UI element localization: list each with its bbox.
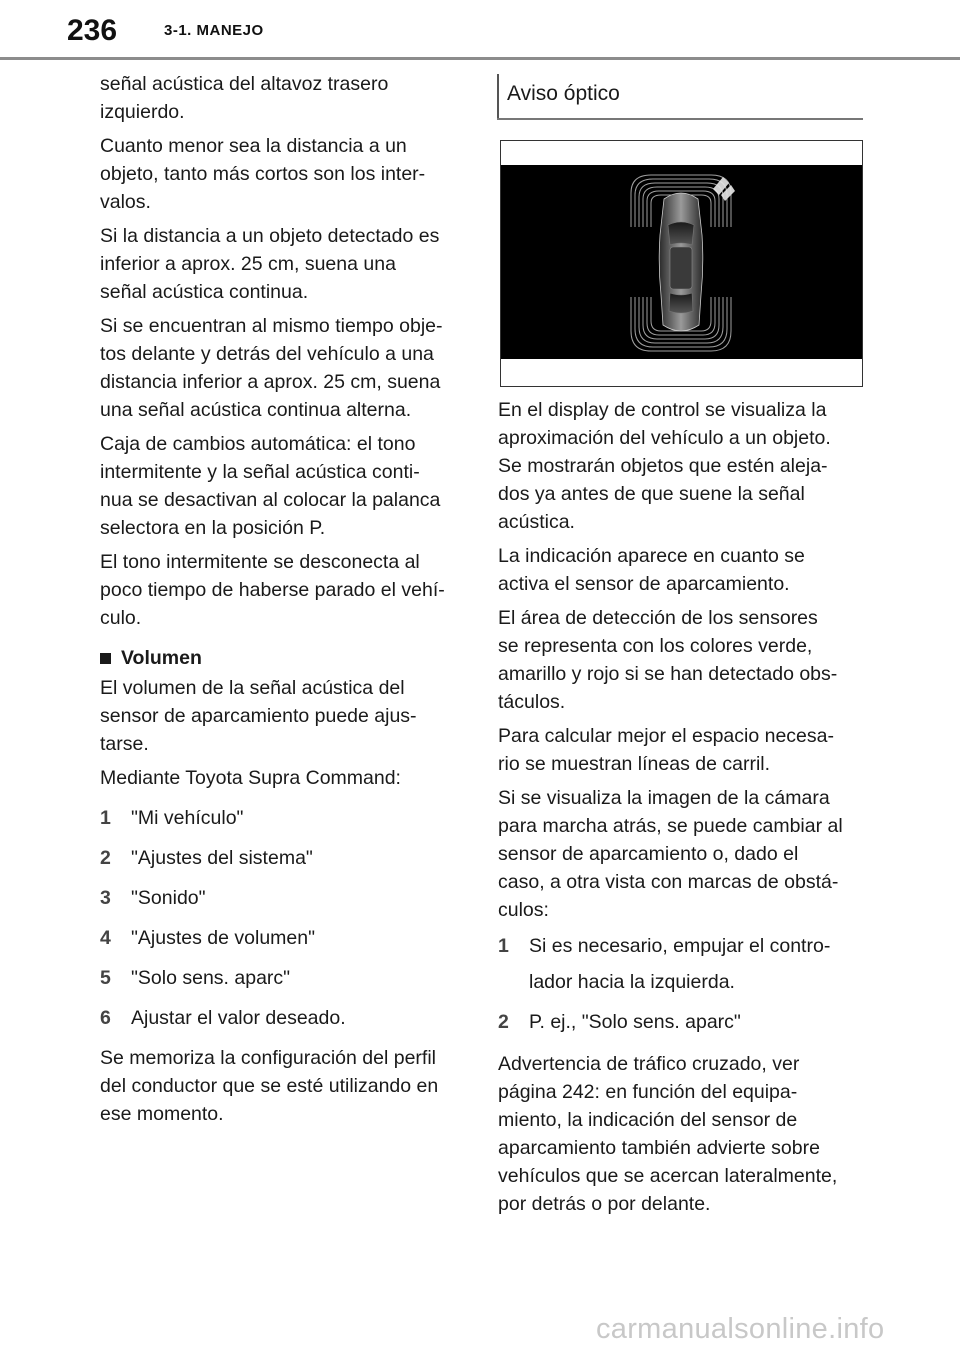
right-column: [498, 396, 863, 1224]
step-item: [100, 924, 465, 952]
step-number: 5: [100, 967, 111, 989]
paragraph: Advertencia de tráfico cruzado, ver página 242: en función del equipa- miento, la indicación del sensor de aparcamiento también advierte sobre vehículos que se acercan lateralmente, por detrás o por delante.: [498, 1053, 838, 1215]
paragraph: El tono intermitente se desconecta al poco tiempo de haberse parado el vehí- culo.: [100, 551, 445, 629]
box-title: Aviso óptico: [507, 82, 620, 105]
step-text: "Ajustes de volumen": [131, 927, 316, 949]
car-top-view: [659, 193, 703, 331]
square-bullet-icon: [100, 653, 111, 664]
parking-sensor-display: [501, 165, 862, 359]
step-number: 4: [100, 927, 111, 949]
watermark: carmanualsonline.info: [596, 1313, 885, 1345]
paragraph: Si la distancia a un objeto detectado es inferior a aprox. 25 cm, suena una señal acústica continua.: [100, 225, 440, 303]
step-text: "Mi vehículo": [131, 807, 244, 829]
page-header: [0, 0, 960, 60]
paragraph: Se memoriza la configuración del perfil del conductor que se esté utilizando en ese momento.: [100, 1047, 439, 1125]
paragraph: Cuanto menor sea la distancia a un objeto, tanto más cortos son los inter- valos.: [100, 135, 426, 213]
step-number: 2: [498, 1011, 509, 1033]
step-text: "Ajustes del sistema": [131, 847, 313, 869]
header-rule: [0, 57, 960, 60]
paragraph: El área de detección de los sensores se representa con los colores verde, amarillo y rojo si se han detectado obs- táculos.: [498, 607, 838, 713]
step-number: 1: [498, 935, 509, 957]
step-text: P. ej., "Solo sens. aparc": [529, 1011, 741, 1033]
step-item: [100, 844, 465, 872]
step-number: 6: [100, 1007, 111, 1029]
paragraph: La indicación aparece en cuanto se activa el sensor de aparcamiento.: [498, 545, 805, 595]
subheading-label: Volumen: [121, 647, 202, 669]
step-item: [100, 1004, 465, 1032]
paragraph: En el display de control se visualiza la aproximación del vehículo a un objeto. Se mostrarán objetos que estén aleja- dos ya antes de que suene la señal acústica.: [498, 399, 831, 533]
paragraph: Caja de cambios automática: el tono intermitente y la señal acústica conti- nua se desactivan al colocar la palanca selectora en la posición P.: [100, 433, 441, 539]
section-box: [497, 74, 863, 120]
section-title: 3-1. MANEJO: [164, 22, 264, 39]
step-number: 2: [100, 847, 111, 869]
paragraph: Mediante Toyota Supra Command:: [100, 767, 401, 789]
step-number: 3: [100, 887, 111, 909]
step-text: Si es necesario, empujar el contro- lador hacia la izquierda.: [529, 935, 831, 993]
left-column: [100, 70, 465, 1134]
page-number: 236: [67, 14, 118, 47]
paragraph: señal acústica del altavoz trasero izquierdo.: [100, 73, 389, 123]
step-text: "Solo sens. aparc": [131, 967, 291, 989]
box-bottom-rule: [497, 118, 863, 120]
paragraph: Si se encuentran al mismo tiempo obje- tos delante y detrás del vehículo a una distancia inferior a aprox. 25 cm, suena una señal acústica continua alterna.: [100, 315, 443, 421]
step-item: [100, 964, 465, 992]
step-text: Ajustar el valor deseado.: [131, 1007, 346, 1029]
paragraph: Para calcular mejor el espacio necesa- rio se muestran líneas de carril.: [498, 725, 834, 775]
step-item: [100, 884, 465, 912]
parking-sensor-figure: [500, 140, 863, 387]
subheading-volumen: [100, 644, 465, 672]
step-number: 1: [100, 807, 111, 829]
paragraph: El volumen de la señal acústica del sensor de aparcamiento puede ajus- tarse.: [100, 677, 417, 755]
step-text: "Sonido": [131, 887, 206, 909]
step-item: [100, 804, 465, 832]
box-left-bar: [497, 74, 499, 120]
paragraph: Si se visualiza la imagen de la cámara para marcha atrás, se puede cambiar al sensor de aparcamiento o, dado el caso, a otra vista con marcas de obstá- culos:: [498, 787, 843, 921]
step-item: [498, 1004, 863, 1040]
step-item: [498, 928, 863, 1000]
